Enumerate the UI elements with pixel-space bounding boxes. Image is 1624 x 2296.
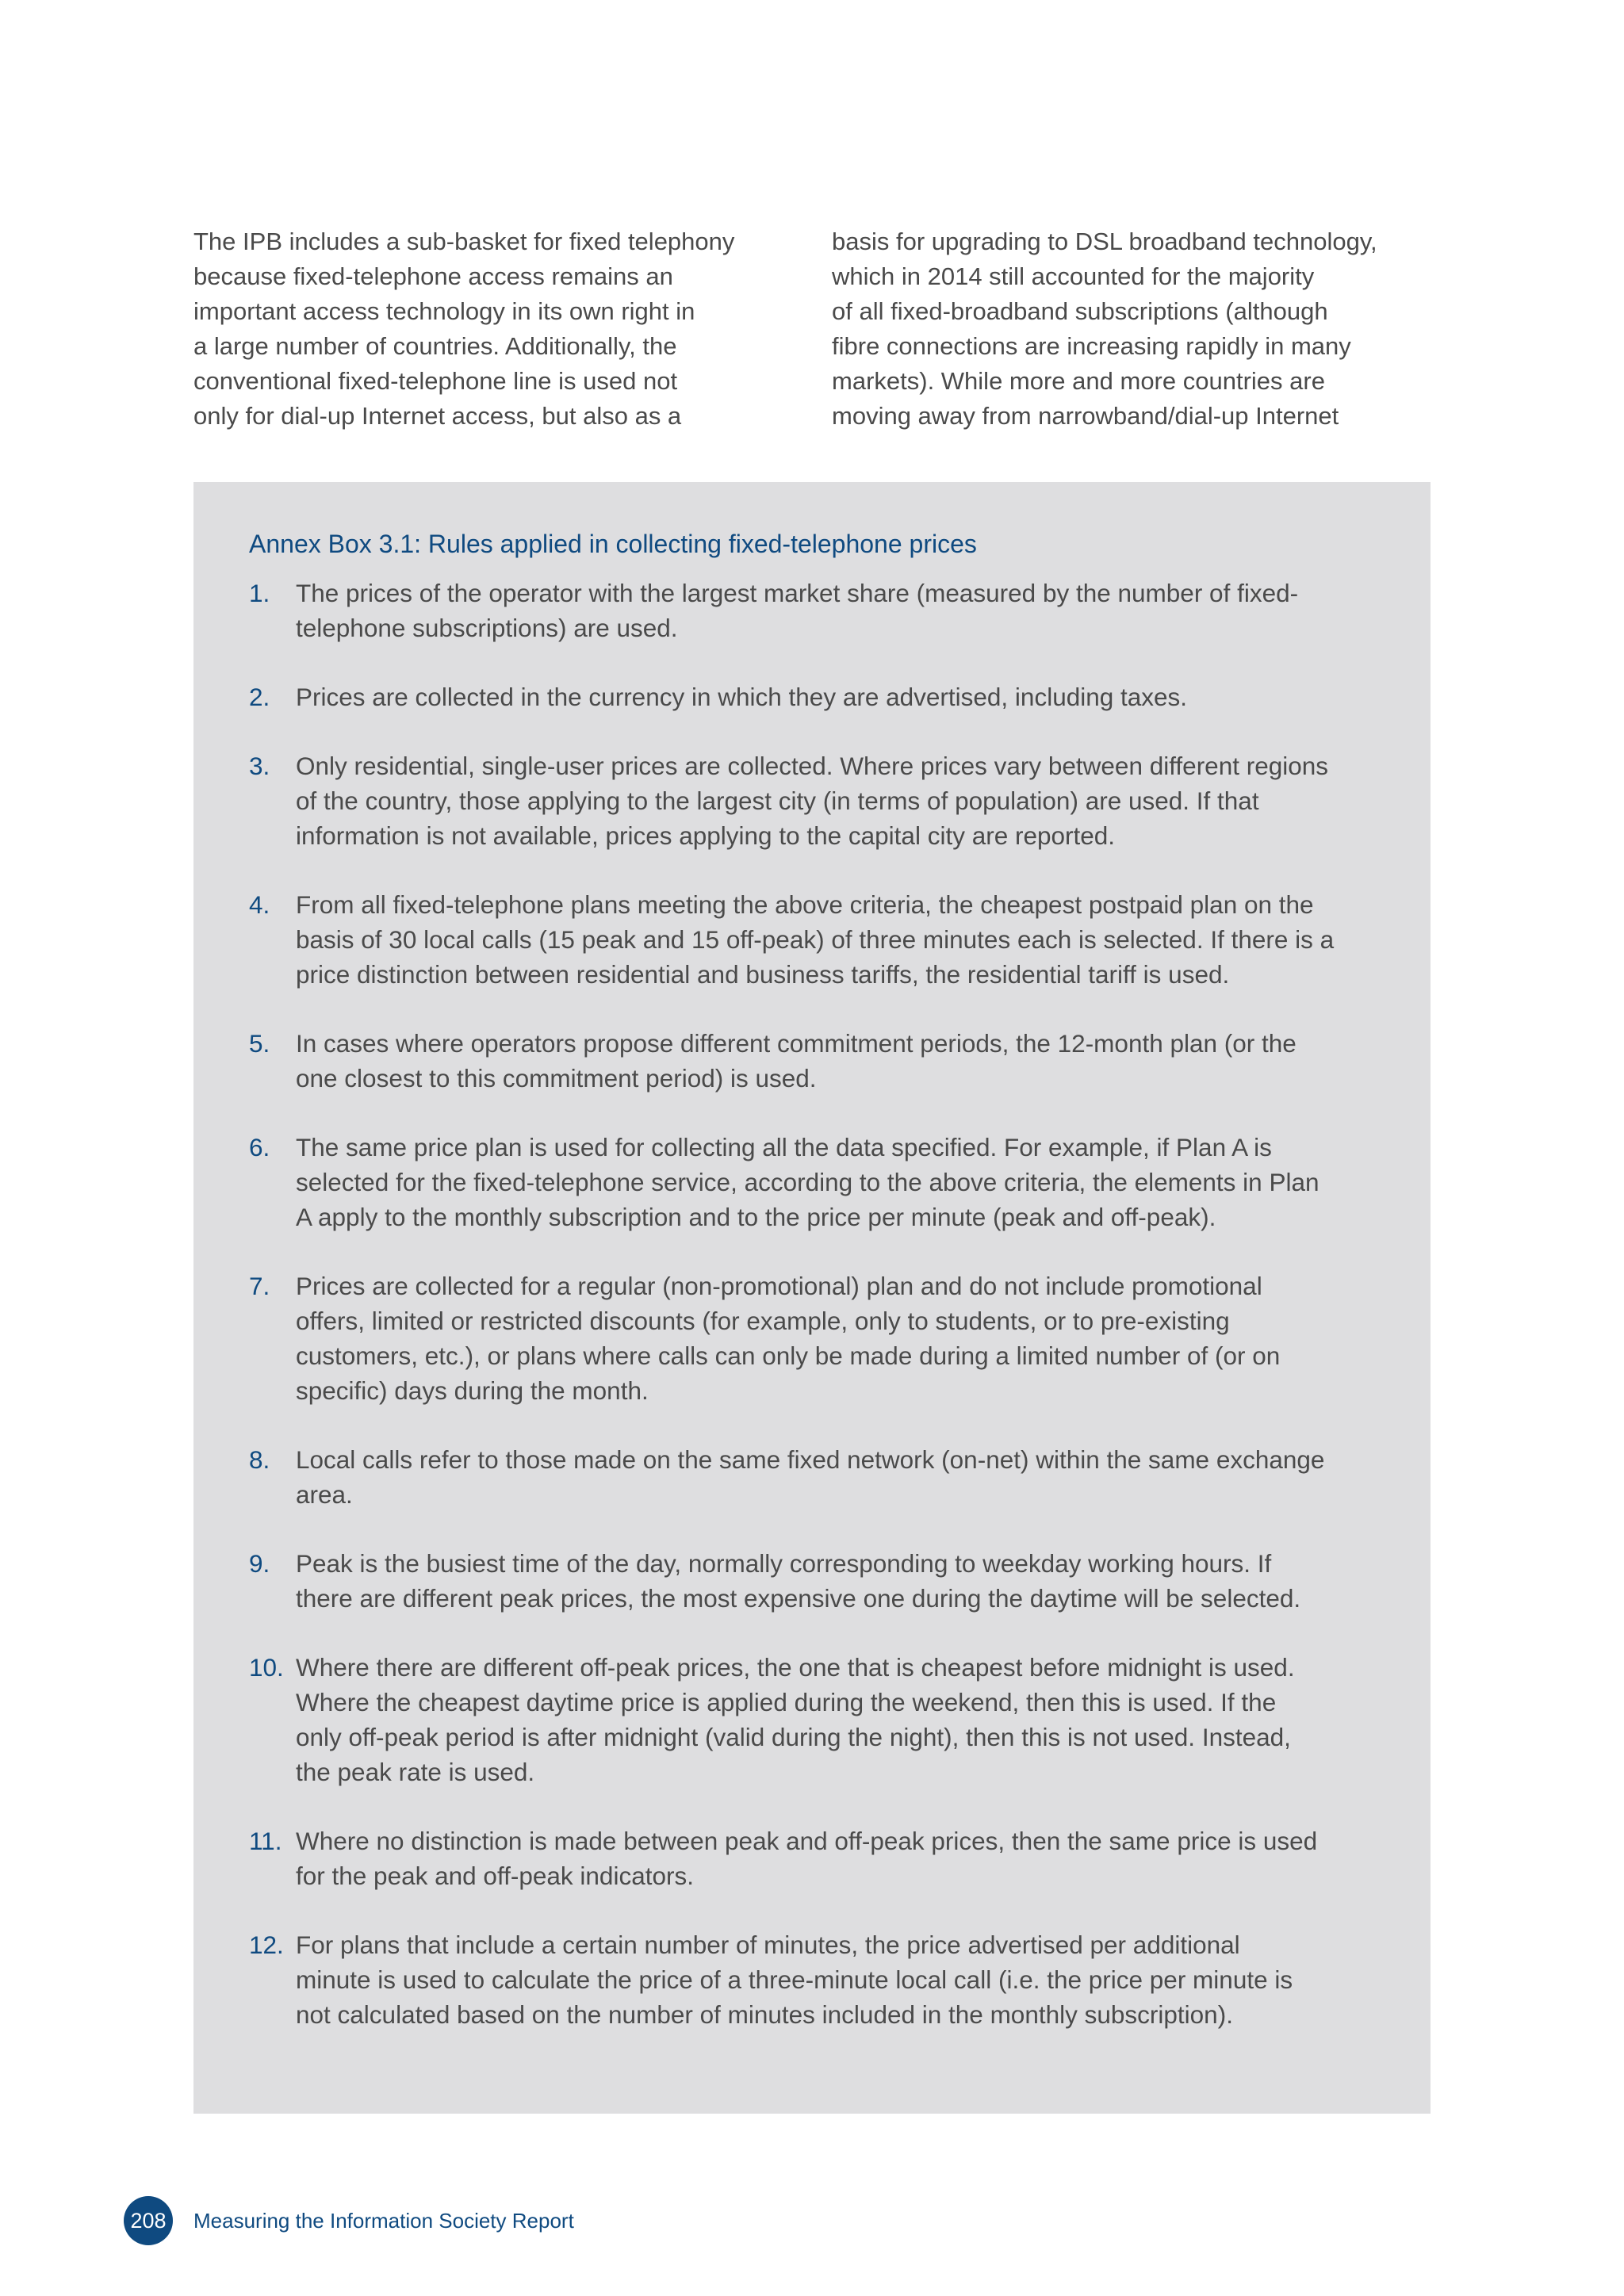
rule-text-line: there are different peak prices, the most expensive one during the daytime will be selected. bbox=[296, 1584, 1301, 1613]
rule-text-line: not calculated based on the number of minutes included in the monthly subscription). bbox=[296, 2000, 1233, 2029]
rule-text-line: The same price plan is used for collecting all the data specified. For example, if Plan A is bbox=[296, 1133, 1272, 1161]
rule-text-line: selected for the fixed-telephone service, according to the above criteria, the elements in Plan bbox=[296, 1168, 1320, 1196]
intro-line: The IPB includes a sub-basket for fixed telephony bbox=[193, 228, 735, 255]
rule-text-line: basis of 30 local calls (15 peak and 15 off-peak) of three minutes each is selected. If there is a bbox=[296, 925, 1335, 954]
rule-number: 1. bbox=[249, 579, 270, 607]
rule-text-line: telephone subscriptions) are used. bbox=[296, 614, 678, 642]
rule-item bbox=[249, 1546, 1383, 1616]
intro-line: conventional fixed-telephone line is used not bbox=[193, 367, 678, 395]
intro-line: which in 2014 still accounted for the majority bbox=[832, 262, 1315, 290]
rule-number: 9. bbox=[249, 1549, 270, 1578]
rule-text-line: the peak rate is used. bbox=[296, 1758, 535, 1786]
rule-item bbox=[249, 1026, 1383, 1096]
rule-text-line: A apply to the monthly subscription and to the price per minute (peak and off-peak). bbox=[296, 1203, 1216, 1231]
rule-text-line: price distinction between residential and business tariffs, the residential tariff is used. bbox=[296, 960, 1230, 989]
rule-number: 6. bbox=[249, 1133, 270, 1161]
intro-right-column bbox=[832, 224, 1431, 434]
intro-line: only for dial-up Internet access, but also as a bbox=[193, 402, 682, 430]
rule-number: 11. bbox=[249, 1827, 282, 1855]
rule-text-line: only off-peak period is after midnight (valid during the night), then this is not used. Instead, bbox=[296, 1723, 1291, 1751]
intro-line: because fixed-telephone access remains an bbox=[193, 262, 673, 290]
intro-line: important access technology in its own right in bbox=[193, 297, 695, 325]
rule-text-line: For plans that include a certain number of minutes, the price advertised per additional bbox=[296, 1931, 1240, 1959]
rule-text-line: Peak is the busiest time of the day, normally corresponding to weekday working hours. If bbox=[296, 1549, 1272, 1578]
rule-text-line: customers, etc.), or plans where calls can only be made during a limited number of (or on bbox=[296, 1341, 1281, 1370]
rule-text-line: Where the cheapest daytime price is applied during the weekend, then this is used. If the bbox=[296, 1688, 1277, 1716]
rule-number: 2. bbox=[249, 683, 270, 711]
rule-text-line: Local calls refer to those made on the same fixed network (on-net) within the same exchange bbox=[296, 1445, 1325, 1474]
rule-text-line: of the country, those applying to the largest city (in terms of population) are used. If that bbox=[296, 786, 1259, 815]
rule-text-line: Prices are collected for a regular (non-promotional) plan and do not include promotional bbox=[296, 1272, 1262, 1300]
rule-item bbox=[249, 748, 1383, 853]
intro-line: a large number of countries. Additionally, the bbox=[193, 332, 677, 360]
intro-text bbox=[193, 224, 1431, 434]
annex-box bbox=[193, 482, 1431, 2114]
rule-text-line: minute is used to calculate the price of a three-minute local call (i.e. the price per minute is bbox=[296, 1965, 1293, 1994]
rule-text-line: information is not available, prices applying to the capital city are reported. bbox=[296, 821, 1116, 850]
rule-item bbox=[249, 1927, 1383, 2032]
rule-text-line: one closest to this commitment period) is used. bbox=[296, 1064, 817, 1093]
rule-number: 5. bbox=[249, 1029, 270, 1058]
box-title: Annex Box 3.1: Rules applied in collecting fixed-telephone prices bbox=[249, 530, 977, 558]
intro-line: fibre connections are increasing rapidly in many bbox=[832, 332, 1351, 360]
rule-number: 8. bbox=[249, 1445, 270, 1474]
rule-text-line: In cases where operators propose different commitment periods, the 12-month plan (or the bbox=[296, 1029, 1297, 1058]
rule-text-line: From all fixed-telephone plans meeting the above criteria, the cheapest postpaid plan on the bbox=[296, 890, 1314, 919]
intro-line: markets). While more and more countries are bbox=[832, 367, 1325, 395]
rule-item bbox=[249, 1269, 1383, 1408]
rule-text-line: area. bbox=[296, 1480, 353, 1509]
intro-line: moving away from narrowband/dial-up Internet bbox=[832, 402, 1339, 430]
rule-text-line: Prices are collected in the currency in which they are advertised, including taxes. bbox=[296, 683, 1188, 711]
rule-number: 7. bbox=[249, 1272, 270, 1300]
rule-item bbox=[249, 1650, 1383, 1789]
rule-item bbox=[249, 1442, 1383, 1512]
rule-number: 10. bbox=[249, 1653, 284, 1682]
rule-item bbox=[249, 679, 1383, 714]
rule-number: 4. bbox=[249, 890, 270, 919]
intro-line: basis for upgrading to DSL broadband technology, bbox=[832, 228, 1377, 255]
rule-text-line: Where there are different off-peak prices, the one that is cheapest before midnight is used. bbox=[296, 1653, 1295, 1682]
page-number-badge: 208 bbox=[124, 2196, 173, 2245]
intro-line: of all fixed-broadband subscriptions (although bbox=[832, 297, 1328, 325]
page-footer bbox=[124, 2196, 574, 2245]
rule-text-line: The prices of the operator with the largest market share (measured by the number of fixed- bbox=[296, 579, 1299, 607]
report-title: Measuring the Information Society Report bbox=[193, 2208, 574, 2233]
rule-item bbox=[249, 887, 1383, 992]
rules-list bbox=[249, 576, 1383, 2066]
rule-text-line: offers, limited or restricted discounts (for example, only to students, or to pre-existing bbox=[296, 1307, 1230, 1335]
rule-item bbox=[249, 1823, 1383, 1893]
rule-text-line: for the peak and off-peak indicators. bbox=[296, 1862, 694, 1890]
rule-text-line: Where no distinction is made between peak and off-peak prices, then the same price is used bbox=[296, 1827, 1318, 1855]
rule-number: 12. bbox=[249, 1931, 284, 1959]
rule-number: 3. bbox=[249, 752, 270, 780]
rule-item bbox=[249, 576, 1383, 645]
rule-item bbox=[249, 1130, 1383, 1234]
intro-left-column bbox=[193, 224, 792, 434]
rule-text-line: specific) days during the month. bbox=[296, 1376, 649, 1405]
rule-text-line: Only residential, single-user prices are collected. Where prices vary between different regions bbox=[296, 752, 1329, 780]
